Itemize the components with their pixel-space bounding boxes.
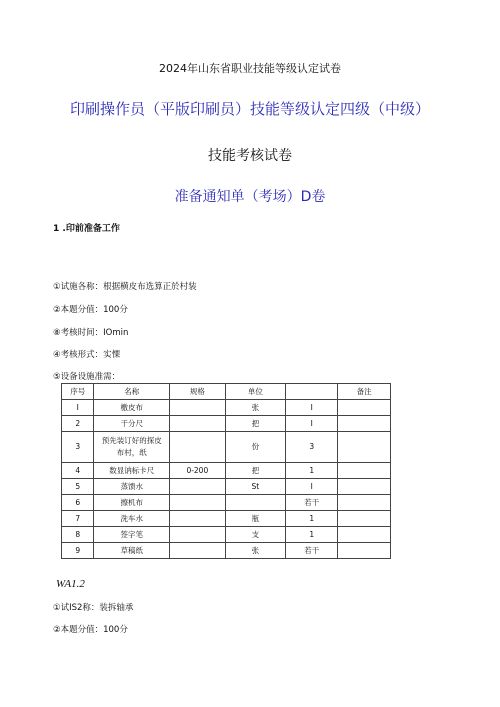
cell-quantity: 1 (286, 527, 338, 543)
cell-remarks (338, 527, 391, 543)
section-heading-1: 1 .印前准备工作 (53, 224, 120, 234)
cell-name: 预先装订好的探皮 布村，纸 (94, 432, 170, 463)
cell-quantity: 1 (286, 463, 338, 479)
cell-number: 3 (62, 432, 94, 463)
cell-name: 干分尺 (94, 416, 170, 432)
header-unit: 单位 (225, 384, 286, 400)
cell-remarks (338, 479, 391, 495)
cell-spec (170, 511, 225, 527)
cell-name: 檄皮布 (94, 400, 170, 416)
cell-quantity: 1 (286, 511, 338, 527)
cell-spec (170, 432, 225, 463)
section2-item-score: ②本题分值：100分 (53, 625, 128, 635)
section1-item-form: ④考核形式：实慄 (53, 350, 121, 360)
cell-quantity: 3 (286, 432, 338, 463)
equipment-table (61, 383, 391, 559)
table-row (62, 511, 391, 527)
header-number: 序号 (62, 384, 94, 400)
cell-number: 2 (62, 416, 94, 432)
cell-spec (170, 479, 225, 495)
cell-unit: 张 (225, 543, 286, 559)
cell-remarks (338, 511, 391, 527)
cell-quantity: 若干 (286, 495, 338, 511)
header-name: 名称 (94, 384, 170, 400)
cell-unit (225, 495, 286, 511)
cell-spec: 0-200 (170, 463, 225, 479)
cell-remarks (338, 400, 391, 416)
cell-spec (170, 543, 225, 559)
table-row (62, 527, 391, 543)
cell-quantity: I (286, 400, 338, 416)
exam-title-type: 技能考核试卷 (208, 148, 292, 164)
section2-item-name: ①试IS2称：装拆轴承 (53, 603, 134, 613)
header-remarks: 备注 (338, 384, 391, 400)
header-spec: 规格 (170, 384, 225, 400)
cell-name: 洗车水 (94, 511, 170, 527)
cell-remarks (338, 463, 391, 479)
cell-name: 数显讷标卡尺 (94, 463, 170, 479)
cell-name: 擦机布 (94, 495, 170, 511)
table-row (62, 543, 391, 559)
header-quantity (286, 384, 338, 400)
cell-number: 6 (62, 495, 94, 511)
cell-remarks (338, 495, 391, 511)
exam-title-year: 2024年山东省职业技能等级认定试卷 (159, 62, 341, 75)
cell-quantity: I (286, 416, 338, 432)
table-row (62, 463, 391, 479)
exam-title-occupation: 印刷操作员（平版印刷员）技能等级认定四级（中级） (69, 100, 430, 118)
cell-number: 7 (62, 511, 94, 527)
cell-unit: 张 (225, 400, 286, 416)
section1-item-name: ①试施各称：根据横皮布选算正於村装 (53, 282, 197, 292)
cell-unit: 支 (225, 527, 286, 543)
table-row (62, 416, 391, 432)
exam-title-notice: 准备通知单（考场）D卷 (174, 189, 326, 205)
cell-spec (170, 527, 225, 543)
cell-unit: St (225, 479, 286, 495)
cell-number: I (62, 400, 94, 416)
section1-item-equipment: ⑤设备设施准需： (53, 372, 121, 382)
table-row (62, 495, 391, 511)
cell-spec (170, 495, 225, 511)
cell-quantity: 若干 (286, 543, 338, 559)
cell-remarks (338, 543, 391, 559)
table-row (62, 400, 391, 416)
cell-quantity: I (286, 479, 338, 495)
cell-remarks (338, 432, 391, 463)
cell-remarks (338, 416, 391, 432)
table-row (62, 479, 391, 495)
cell-spec (170, 416, 225, 432)
table-row (62, 432, 391, 463)
cell-name: 签字笔 (94, 527, 170, 543)
section1-item-time: ⑧考核时间：IOmin (53, 328, 129, 338)
cell-number: 5 (62, 479, 94, 495)
cell-spec (170, 400, 225, 416)
cell-name: 草稿纸 (94, 543, 170, 559)
cell-name: 蒸馈水 (94, 479, 170, 495)
cell-number: 4 (62, 463, 94, 479)
table-header-row (62, 384, 391, 400)
section1-item-score: ②本题分值：100分 (53, 305, 128, 315)
section-heading-2: WA1.2 (56, 578, 85, 590)
cell-number: 9 (62, 543, 94, 559)
cell-unit: 份 (225, 432, 286, 463)
cell-unit: 把 (225, 416, 286, 432)
cell-number: 8 (62, 527, 94, 543)
cell-unit: 把 (225, 463, 286, 479)
cell-unit: 瓶 (225, 511, 286, 527)
